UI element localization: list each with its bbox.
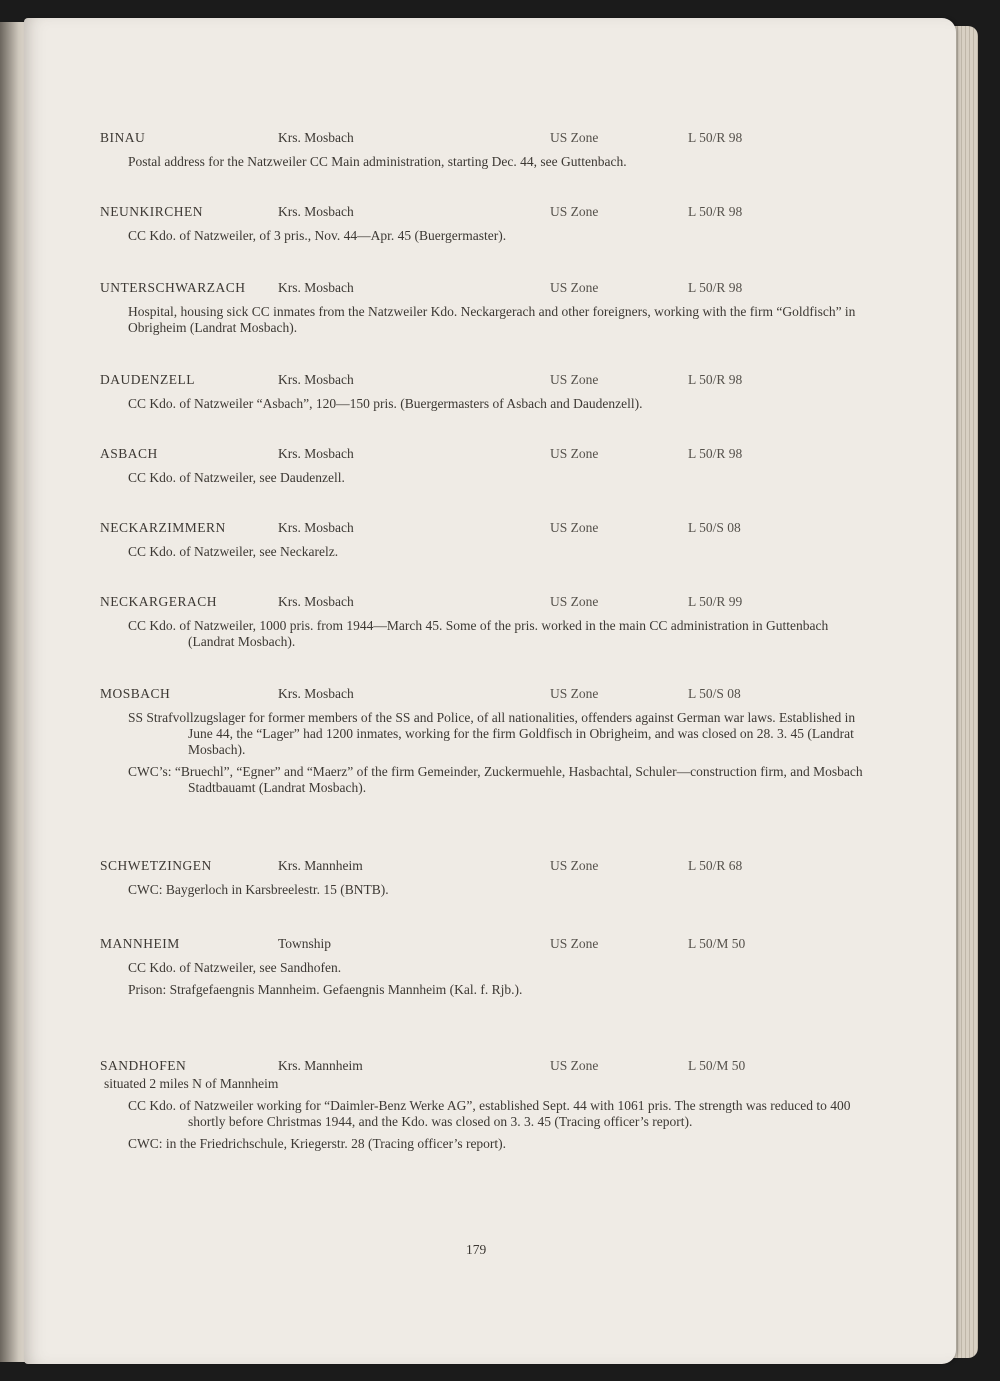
entry-header (100, 130, 872, 148)
entry-line (100, 1136, 872, 1152)
zone: US Zone (550, 372, 599, 387)
entry-subtitle: situated 2 miles N of Mannheim (104, 1076, 279, 1091)
zone: US Zone (550, 446, 599, 461)
entry-asbach (100, 446, 872, 486)
line-label: CC Kdo. (128, 1098, 177, 1113)
entry-mosbach (100, 686, 872, 796)
line-label: CC Kdo. (128, 228, 177, 243)
line-label: SS (128, 710, 144, 725)
entry-unterschwarzach (100, 280, 872, 336)
map-reference: L 50/R 98 (688, 280, 743, 295)
district: Krs. Mosbach (278, 372, 354, 387)
entry-line (100, 544, 872, 560)
district: Krs. Mannheim (278, 858, 363, 873)
line-label: CC Kdo. (128, 960, 177, 975)
entry-line (100, 618, 872, 650)
map-reference: L 50/S 08 (688, 686, 741, 701)
map-reference: L 50/S 08 (688, 520, 741, 535)
entry-line (100, 1098, 872, 1130)
line-text: of Natzweiler working for “Daimler-Benz Werke AG”, established Sept. 44 with 1061 pris. The strength was reduced to 400 shortly before Christmas 1944, and the Kdo. was closed on 3. 3. 45 (Tracing officer’s report). (179, 1098, 851, 1129)
entry-neckarzimmern (100, 520, 872, 560)
entry-sandhofen (100, 1058, 872, 1152)
place-name: SANDHOFEN (100, 1058, 187, 1073)
entry-header (100, 372, 872, 390)
zone: US Zone (550, 204, 599, 219)
entry-header (100, 936, 872, 954)
line-label: CWC’s: (128, 764, 172, 779)
line-label: CWC: (128, 1136, 163, 1151)
place-name: BINAU (100, 130, 146, 145)
district: Krs. Mannheim (278, 1058, 363, 1073)
gazetteer-entries (24, 18, 956, 1364)
entry-line (100, 228, 872, 244)
district: Krs. Mosbach (278, 594, 354, 609)
zone: US Zone (550, 686, 599, 701)
line-text: in the Friedrichschule, Kriegerstr. 28 (Tracing officer’s report). (165, 1136, 507, 1151)
map-reference: L 50/R 98 (688, 130, 743, 145)
map-reference: L 50/R 68 (688, 858, 743, 873)
line-text: Strafvollzugslager for former members of the SS and Police, of all nationalities, offenders against German war laws. Established in June 44, the “Lager” had 1200 inmates, working for the firm Goldfisch in Obrigheim, and was closed on 28. 3. 45 (Landrat Mosbach). (146, 710, 856, 757)
entry-header (100, 446, 872, 464)
entry-header (100, 686, 872, 704)
place-name: UNTERSCHWARZACH (100, 280, 246, 295)
entry-line (100, 982, 872, 998)
zone: US Zone (550, 858, 599, 873)
line-text: of Natzweiler, of 3 pris., Nov. 44—Apr. 45 (Buergermaster). (179, 228, 507, 243)
map-reference: L 50/M 50 (688, 936, 746, 951)
entry-schwetzingen (100, 858, 872, 898)
line-label: Prison: (128, 982, 167, 997)
line-label: CC Kdo. (128, 396, 177, 411)
zone: US Zone (550, 280, 599, 295)
place-name: DAUDENZELL (100, 372, 195, 387)
entry-description: Postal address for the Natzweiler CC Main administration, starting Dec. 44, see Guttenbach. (128, 154, 627, 169)
district: Krs. Mosbach (278, 686, 354, 701)
book-page (24, 18, 956, 1364)
entry-line (100, 764, 872, 796)
zone: US Zone (550, 520, 599, 535)
line-text: of Natzweiler “Asbach”, 120—150 pris. (Buergermasters of Asbach and Daudenzell). (179, 396, 643, 411)
entry-header (100, 280, 872, 298)
entry-binau (100, 130, 872, 170)
map-reference: L 50/R 98 (688, 204, 743, 219)
place-name: MANNHEIM (100, 936, 180, 951)
entry-header (100, 594, 872, 612)
district: Krs. Mosbach (278, 280, 354, 295)
entry-header (100, 520, 872, 538)
entry-line (100, 960, 872, 976)
map-reference: L 50/M 50 (688, 1058, 746, 1073)
entry-neckargerach (100, 594, 872, 650)
district: Krs. Mosbach (278, 520, 354, 535)
line-text: of Natzweiler, see Neckarelz. (179, 544, 339, 559)
place-name: NECKARZIMMERN (100, 520, 226, 535)
entry-line (100, 470, 872, 486)
district: Krs. Mosbach (278, 204, 354, 219)
place-name: NECKARGERACH (100, 594, 218, 609)
place-name: MOSBACH (100, 686, 171, 701)
map-reference: L 50/R 98 (688, 446, 743, 461)
entry-mannheim (100, 936, 872, 998)
district: Krs. Mosbach (278, 446, 354, 461)
zone: US Zone (550, 936, 599, 951)
place-name: NEUNKIRCHEN (100, 204, 203, 219)
entry-daudenzell (100, 372, 872, 412)
line-label: CC Kdo. (128, 470, 177, 485)
map-reference: L 50/R 99 (688, 594, 743, 609)
line-text: of Natzweiler, 1000 pris. from 1944—March 45. Some of the pris. worked in the main CC administration in Guttenbach (Landrat Mosbach). (179, 618, 829, 649)
entry-line (100, 710, 872, 758)
entry-neunkirchen (100, 204, 872, 244)
line-text: “Bruechl”, “Egner” and “Maerz” of the firm Gemeinder, Zuckermuehle, Hasbachtal, Schuler—construction firm, and Mosbach Stadtbauamt (Landrat Mosbach). (174, 764, 863, 795)
line-label: CC Kdo. (128, 544, 177, 559)
entry-header (100, 204, 872, 222)
line-label: CWC: (128, 882, 163, 897)
line-text: of Natzweiler, see Sandhofen. (179, 960, 342, 975)
line-text: Baygerloch in Karsbreelestr. 15 (BNTB). (165, 882, 389, 897)
place-name: SCHWETZINGEN (100, 858, 212, 873)
entry-header (100, 858, 872, 876)
district: Krs. Mosbach (278, 130, 354, 145)
map-reference: L 50/R 98 (688, 372, 743, 387)
zone: US Zone (550, 1058, 599, 1073)
district: Township (278, 936, 332, 951)
zone: US Zone (550, 594, 599, 609)
entry-header (100, 1058, 872, 1076)
line-text: Strafgefaengnis Mannheim. Gefaengnis Mannheim (Kal. f. Rjb.). (169, 982, 523, 997)
line-label: CC Kdo. (128, 618, 177, 633)
entry-description: Hospital, housing sick CC inmates from the Natzweiler Kdo. Neckargerach and other foreigners, working with the firm “Goldfisch” in Obrigheim (Landrat Mosbach). (128, 304, 856, 335)
place-name: ASBACH (100, 446, 158, 461)
entry-line (100, 396, 872, 412)
entry-line (100, 882, 872, 898)
zone: US Zone (550, 130, 599, 145)
line-text: of Natzweiler, see Daudenzell. (179, 470, 345, 485)
page-number: 179 (466, 1242, 487, 1257)
